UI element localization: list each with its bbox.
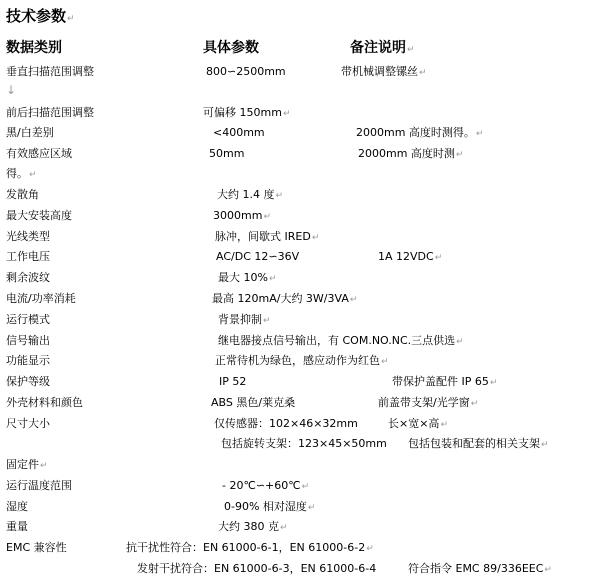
cell-note: 长×宽×高↵ <box>388 417 448 430</box>
cell-note: 2000mm 高度时测得。↵ <box>356 126 484 139</box>
cell-value: <400mm <box>213 126 265 139</box>
paragraph-mark-icon: ↵ <box>455 150 464 160</box>
cell-note: 带保护盖配件 IP 65↵ <box>392 375 498 388</box>
cell-value: IP 52 <box>219 375 247 388</box>
cell-category: 信号输出 <box>6 334 50 347</box>
cell-value: 正常待机为绿色，感应动作为红色↵ <box>215 354 389 367</box>
cell-category: 尺寸大小 <box>6 417 50 430</box>
cell-value: 0-90% 相对湿度↵ <box>224 500 316 513</box>
cell-note: 2000mm 高度时测↵ <box>358 147 464 160</box>
paragraph-mark-icon: ↵ <box>282 109 291 119</box>
cell-note: 1A 12VDC↵ <box>378 250 443 263</box>
paragraph-mark-icon: ↵ <box>301 482 310 492</box>
column-header-notes: 备注说明↵ <box>350 40 415 56</box>
paragraph-mark-icon: ↵ <box>29 170 37 180</box>
cell-category: 工作电压 <box>6 250 50 263</box>
cell-category: 保护等级 <box>6 375 50 388</box>
cell-category: 前后扫描范围调整 <box>6 106 94 119</box>
paragraph-mark-icon: ↵ <box>307 503 316 513</box>
return-arrow-icon: ↓ <box>6 83 17 97</box>
cell-value: 3000mm↵ <box>213 209 271 222</box>
paragraph-mark-icon: ↵ <box>349 295 358 305</box>
cell-value: - 20℃∽+60℃↵ <box>222 479 310 492</box>
cell-value: 包括旋转支架：123×45×50mm <box>221 437 387 450</box>
paragraph-mark-icon: ↵ <box>440 420 448 430</box>
cell-category: 运行温度范围 <box>6 479 72 492</box>
paragraph-mark-icon: ↵ <box>263 316 271 326</box>
cell-value: 脉冲，间歇式 IRED↵ <box>215 230 320 243</box>
cell-category: 外壳材料和颜色 <box>6 396 83 409</box>
paragraph-mark-icon: ↵ <box>311 233 320 243</box>
cell-value: 抗干扰性符合：EN 61000-6-1，EN 61000-6-2↵ <box>126 541 374 554</box>
cell-value: 可偏移 150mm↵ <box>203 106 291 119</box>
cell-category: 黑/白差别 <box>6 126 54 139</box>
paragraph-mark-icon: ↵ <box>263 212 271 222</box>
cell-category: 最大安装高度 <box>6 209 72 222</box>
paragraph-mark-icon: ↵ <box>456 337 464 347</box>
column-header-category: 数据类别 <box>6 40 62 56</box>
cell-category: 湿度 <box>6 500 28 513</box>
cell-category: 固定件↵ <box>6 458 48 471</box>
cell-note: 带机械调整镙丝↵ <box>341 65 427 78</box>
cell-category: 剩余波纹 <box>6 271 50 284</box>
cell-category: 重量 <box>6 520 28 533</box>
cell-category: 光线类型 <box>6 230 50 243</box>
paragraph-mark-icon: ↵ <box>544 565 552 575</box>
cell-category: EMC 兼容性 <box>6 541 67 554</box>
cell-value: AC/DC 12∽36V <box>216 250 300 263</box>
cell-value: 背景抑制↵ <box>218 313 271 326</box>
cell-value: 大约 380 克↵ <box>218 520 288 533</box>
cell-value: 最大 10%↵ <box>218 271 277 284</box>
cell-value: 50mm <box>209 147 245 160</box>
cell-category: 功能显示 <box>6 354 50 367</box>
cell-note: 前盖带支架/光学窗↵ <box>378 396 479 409</box>
column-header-params: 具体参数 <box>203 40 259 56</box>
paragraph-mark-icon: ↵ <box>275 191 284 201</box>
cell-value: 大约 1.4 度↵ <box>217 188 284 201</box>
paragraph-mark-icon: ↵ <box>381 357 389 367</box>
cell-value: ABS 黑色/莱克桑 <box>211 396 296 409</box>
cell-note: 符合指令 EMC 89/336EEC↵ <box>408 562 552 575</box>
cell-value: 800∽2500mm <box>206 65 286 78</box>
cell-note: 包括包装和配套的相关支架↵ <box>408 437 549 450</box>
cell-category: 得。↵ <box>6 167 37 180</box>
paragraph-mark-icon: ↵ <box>541 440 549 450</box>
paragraph-mark-icon: ↵ <box>475 129 484 139</box>
paragraph-mark-icon: ↵ <box>366 544 374 554</box>
paragraph-mark-icon: ↵ <box>434 253 443 263</box>
paragraph-mark-icon: ↵ <box>40 461 48 471</box>
cell-category: 有效感应区域 <box>6 147 72 160</box>
page-title: 技术参数↵ <box>6 7 75 25</box>
cell-category: 发散角 <box>6 188 39 201</box>
cell-value: 发射干扰符合：EN 61000-6-3，EN 61000-6-4 <box>137 562 377 575</box>
paragraph-mark-icon: ↵ <box>489 378 498 388</box>
paragraph-mark-icon: ↵ <box>419 68 427 78</box>
cell-category: 电流/功率消耗 <box>6 292 76 305</box>
paragraph-mark-icon: ↵ <box>470 399 479 409</box>
cell-category: 运行模式 <box>6 313 50 326</box>
cell-value: 最高 120mA/大约 3W/3VA↵ <box>212 292 358 305</box>
paragraph-mark-icon: ↵ <box>280 523 288 533</box>
paragraph-mark-icon: ↵ <box>268 274 277 284</box>
cell-value: 仅传感器：102×46×32mm <box>214 417 358 430</box>
cell-value: 继电器接点信号输出，有 COM.NO.NC.三点供选↵ <box>218 334 464 347</box>
cell-category: 垂直扫描范围调整 <box>6 65 94 78</box>
